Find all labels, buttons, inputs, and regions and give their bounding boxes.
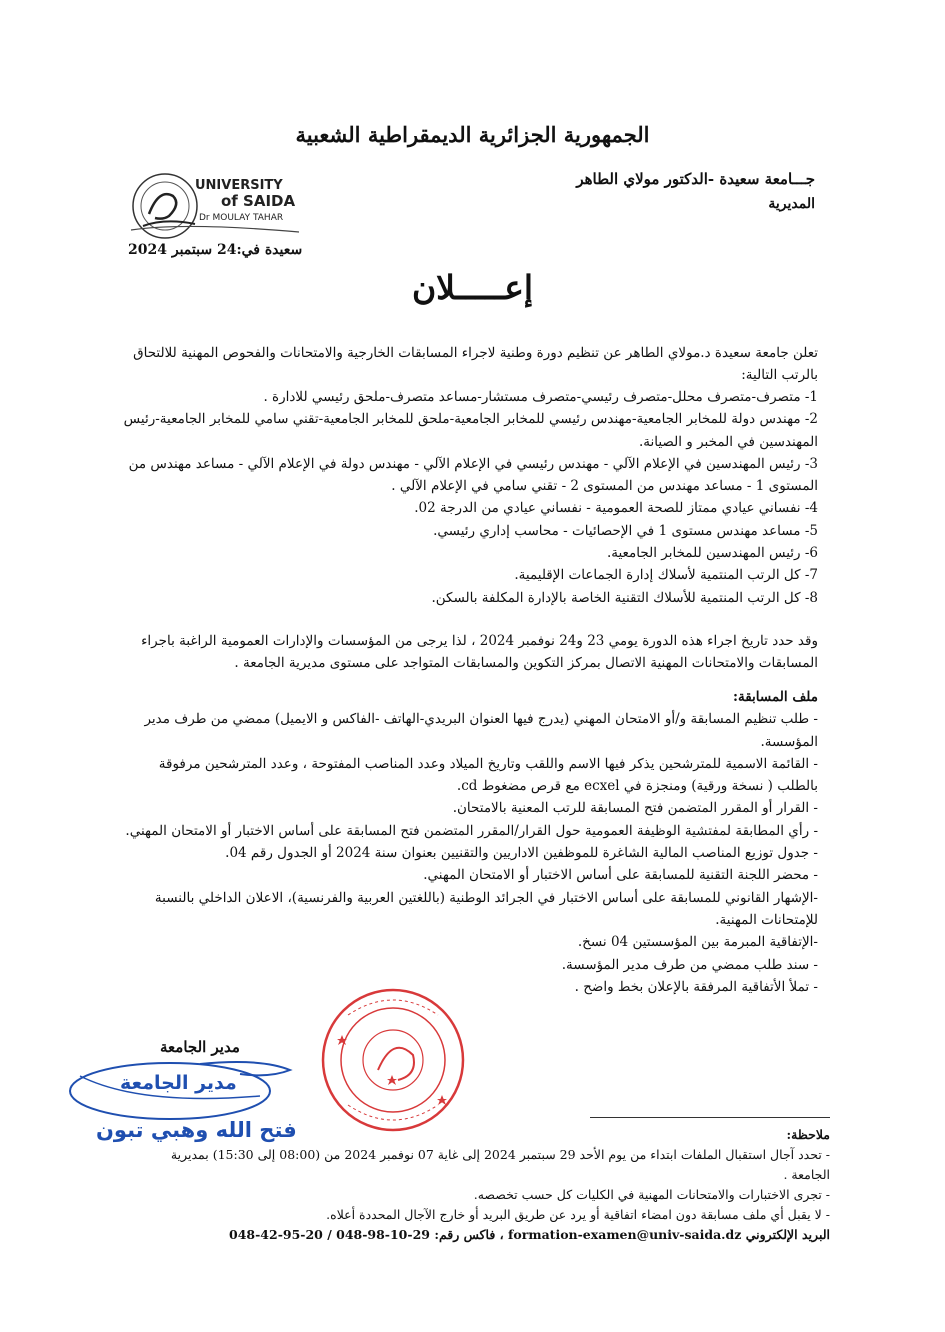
dates-paragraph: وقد حدد تاريخ اجراء هذه الدورة يومي 23 و24 نوفمبر 2024 ، لذا يرجى من المؤسسات والإدارات العمومية الراغبة باجراء المسابقات والامتحانات المهنية الاتصال بمركز التكوين والمسابقات المتواجد على مستوى مديرية الجامعة . bbox=[141, 633, 818, 672]
intro-text: تعلن جامعة سعيدة د.مولاي الطاهر عن تنظيم دورة وطنية لاجراء المسابقات الخارجية والامتحانات والفحوص المهنية للالتحاق بالرتب التالية: bbox=[133, 345, 818, 384]
dossier-item: - القائمة الاسمية للمترشحين يذكر فيها الاسم واللقب وتاريخ الميلاد وعدد المناصب المفتوحة ، وعدد المترشحين مرفوقة بالطلب ( نسخة ورقية) ومنجزة في ecxel مع قرص مضغوط cd. bbox=[158, 755, 818, 795]
rank-item: 6- رئيس المهندسين للمخابر الجامعية. bbox=[606, 545, 818, 562]
official-seal-stamp bbox=[318, 985, 468, 1135]
rank-item: 5- مساعد مهندس مستوى 1 في الإحصائيات - محاسب إداري رئيسي. bbox=[433, 522, 818, 539]
dossier-item: - جدول توزيع المناصب المالية الشاغرة للموظفين الاداريين والتقنيين بعنوان سنة 2024 أو الجدول رقم 04. bbox=[225, 845, 818, 862]
intro-paragraph bbox=[118, 342, 818, 387]
dossier-title: ملف المسابقة: bbox=[732, 689, 818, 705]
announcement-title: إعـــــلان bbox=[411, 268, 534, 307]
fax-number: 048-42-95-20 / 048-98-10-29 bbox=[229, 1227, 430, 1242]
university-name: جـــامعة سعيدة -الدكتور مولاي الطاهر bbox=[576, 170, 815, 188]
email-link[interactable]: formation-examen@univ-saida.dz bbox=[508, 1227, 742, 1242]
notes-title: ملاحظة: bbox=[786, 1127, 830, 1142]
svg-text:UNIVERSITY: UNIVERSITY bbox=[195, 178, 283, 193]
ranks-list bbox=[118, 386, 818, 609]
rank-item: 3- رئيس المهندسين في الإعلام الآلي - مهندس رئيسي في الإعلام الآلي - مهندس دولة في الإعلام الآلي - مساعد مهندس من المستوى 1 - مساعد مهندس من المستوى 2 - تقني سامي في الإعلام الآلي . bbox=[128, 455, 818, 495]
university-logo bbox=[125, 170, 300, 242]
dossier-item: -الإتفاقية المبرمة بين المؤسستين 04 نسخ. bbox=[577, 934, 818, 951]
rank-item: 2- مهندس دولة للمخابر الجامعية-مهندس رئيسي للمخابر الجامعية-ملحق للمخابر الجامعية-تقني سامي للمخابر الجامعية-رئيس المهندسين في المخبر و الصيانة. bbox=[123, 411, 818, 450]
dossier-item: -الإشهار القانوني للمسابقة على أساس الاختبار في الجرائد الوطنية (باللغتين العربية والفرنسية)، الاعلان الداخلي بالنسبة للإمتحانات المهنية. bbox=[154, 889, 818, 928]
dossier-item: - رأي المطابقة لمفتشية الوظيفة العمومية حول القرار/المقرر المتضمن فتح المسابقة على أساس الاختبار أو الامتحان المهني. bbox=[125, 822, 818, 839]
dossier-item: - سند طلب ممضي من طرف مدير المؤسسة. bbox=[561, 956, 818, 973]
dossier-section bbox=[118, 686, 818, 998]
dossier-item: - محضر اللجنة التقنية للمسابقة على أساس الاختبار أو الامتحان المهني. bbox=[423, 867, 818, 884]
svg-text:Dr MOULAY TAHAR: Dr MOULAY TAHAR bbox=[199, 213, 284, 223]
signature-stamp: مدير الجامعة bbox=[120, 1072, 237, 1094]
city-date: سعيدة في:24 سبتمبر 2024 bbox=[128, 242, 303, 258]
dossier-item: - تملأ الأتفاقية المرفقة بالإعلان بخط واضح . bbox=[574, 978, 818, 995]
dossier-item: - طلب تنظيم المسابقة و/أو الامتحان المهني (يدرج فيها العنوان البريدي-الهاتف -الفاكس و الايميل) ممضي من طرف مدير المؤسسة. bbox=[144, 711, 818, 750]
dossier-item: - القرار أو المقرر المتضمن فتح المسابقة للرتب المعنية بالامتحان. bbox=[452, 800, 818, 817]
note-item: - تحدد آجال استقبال الملفات ابتداء من يوم الأحد 29 سبتمبر 2024 إلى غاية 07 نوفمبر 2024 من (08:00 إلى 15:30) بمديرية الجامعة . bbox=[170, 1147, 830, 1182]
notes-section bbox=[150, 1125, 830, 1245]
notes-divider bbox=[590, 1117, 830, 1118]
contact-line bbox=[150, 1225, 830, 1245]
fax-label: ، فاكس رقم: bbox=[434, 1227, 504, 1242]
directorate-label: المديرية bbox=[768, 196, 815, 212]
signature-title: مدير الجامعة bbox=[160, 1038, 240, 1056]
svg-text:of SAIDA: of SAIDA bbox=[221, 192, 296, 210]
republic-heading: الجمهورية الجزائرية الديمقراطية الشعبية bbox=[295, 122, 650, 147]
note-item: - تجرى الاختبارات والامتحانات المهنية في الكليات كل حسب تخصصه. bbox=[473, 1187, 830, 1202]
rank-item: 8- كل الرتب المنتمية للأسلاك التقنية الخاصة بالإدارة المكلفة بالسكن. bbox=[431, 589, 818, 606]
email-label: البريد الإلكتروني bbox=[745, 1227, 830, 1242]
signatory-name: فتح الله وهبي تبون bbox=[96, 1118, 297, 1142]
note-item: - لا يقبل أي ملف مسابقة دون امضاء اتفاقية أو يرد عن طريق البريد أو خارج الآجال المحددة أعلاه. bbox=[326, 1207, 830, 1222]
rank-item: 7- كل الرتب المنتمية لأسلاك إدارة الجماعات الإقليمية. bbox=[514, 567, 818, 584]
rank-item: 1- متصرف-متصرف محلل-متصرف رئيسي-متصرف مستشار-مساعد متصرف-ملحق رئيسي للادارة . bbox=[263, 389, 818, 405]
rank-item: 4- نفساني عيادي ممتاز للصحة العمومية - نفساني عيادي من الدرجة 02. bbox=[414, 500, 818, 517]
